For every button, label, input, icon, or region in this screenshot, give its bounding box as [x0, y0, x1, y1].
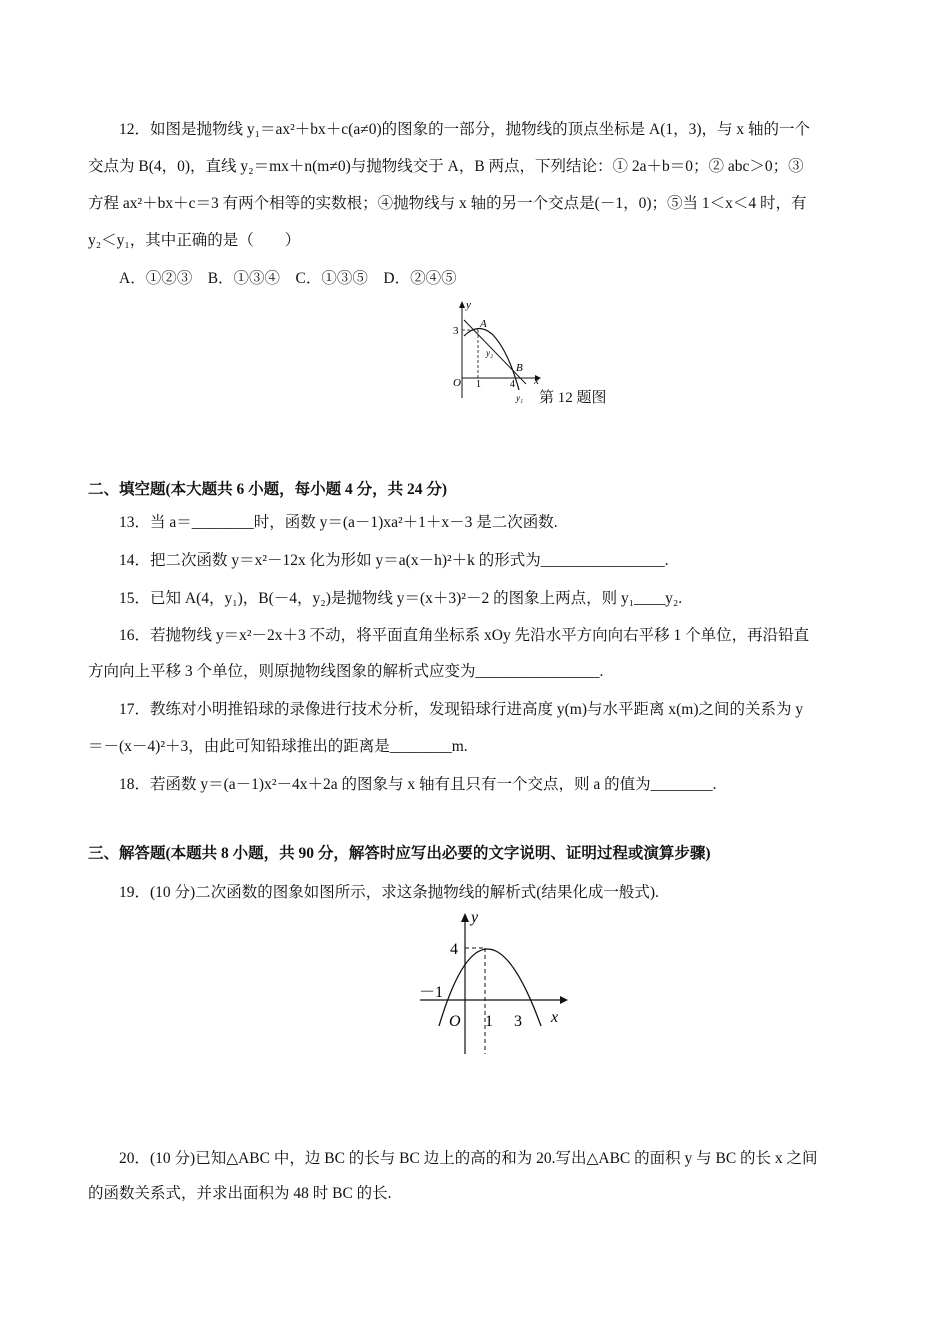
q17-line-2: ＝－(x－4)²＋3，由此可知铅球推出的距离是________m. — [88, 738, 468, 755]
q19-fig-xneg-1: －1 — [419, 984, 444, 1001]
q18: 18．若函数 y＝(a－1)x²－4x＋2a 的图象与 x 轴有且只有一个交点，则 a 的值为________. — [119, 776, 717, 793]
q19-fig-xtick-1: 1 — [485, 1013, 493, 1030]
q12-line-4: y₂＜y₁，其中正确的是（ ） — [88, 232, 301, 249]
q12-line-3: 方程 ax²＋bx＋c＝3 有两个相等的实数根；④抛物线与 x 轴的另一个交点是(－1，0)；⑤当 1＜x＜4 时，有 — [88, 195, 807, 212]
q12-fig-origin: O — [453, 377, 461, 389]
q12-fig-y2-label: y₂ — [486, 348, 494, 358]
q12-fig-y-label: y — [466, 299, 471, 311]
section3-heading: 三、解答题(本题共 8 小题，共 90 分，解答时应写出必要的文字说明、证明过程或演算步骤) — [88, 845, 711, 862]
q15: 15．已知 A(4，y₁)，B(－4，y₂)是抛物线 y＝(x＋3)²－2 的图象上两点，则 y₁____y₂. — [119, 590, 683, 607]
q12-fig-b-label: B — [516, 362, 523, 374]
q19-fig-ytick-4: 4 — [450, 941, 458, 958]
q12-figure — [440, 298, 550, 408]
q12-fig-x-label: x — [534, 375, 539, 387]
q12-line-2: 交点为 B(4，0)，直线 y₂＝mx＋n(m≠0)与抛物线交于 A，B 两点，下列结论：① 2a＋b＝0；② abc＞0；③ — [88, 158, 804, 175]
q19-fig-y-label: y — [471, 909, 479, 926]
q12-fig-xtick-1: 1 — [476, 379, 481, 390]
q12-options: A．①②③ B．①③④ C．①③⑤ D．②④⑤ — [119, 270, 457, 287]
q19-figure — [415, 908, 575, 1058]
q12-line-1: 12．如图是抛物线 y₁＝ax²＋bx＋c(a≠0)的图象的一部分，抛物线的顶点坐标是 A(1，3)，与 x 轴的一个 — [119, 121, 811, 138]
q20-line-2: 的函数关系式，并求出面积为 48 时 BC 的长. — [88, 1185, 392, 1202]
q13: 13．当 a＝________时，函数 y＝(a－1)xa²＋1＋x－3 是二次函数. — [119, 514, 558, 531]
section2-heading: 二、填空题(本大题共 6 小题，每小题 4 分，共 24 分) — [88, 481, 448, 498]
q17-line-1: 17．教练对小明推铅球的录像进行技术分析，发现铅球行进高度 y(m)与水平距离 x(m)之间的关系为 y — [119, 701, 804, 718]
q14: 14．把二次函数 y＝x²－12x 化为形如 y＝a(x－h)²＋k 的形式为________________. — [119, 552, 669, 569]
q19: 19．(10 分)二次函数的图象如图所示，求这条抛物线的解析式(结果化成一般式). — [119, 884, 659, 901]
q12-fig-y1-label: y₁ — [516, 393, 524, 403]
q12-fig-ytick-3: 3 — [453, 325, 459, 337]
q16-line-1: 16．若抛物线 y＝x²－2x＋3 不动，将平面直角坐标系 xOy 先沿水平方向向右平移 1 个单位，再沿铅直 — [119, 627, 810, 644]
q19-fig-origin: O — [449, 1013, 461, 1030]
q19-fig-xtick-3: 3 — [514, 1013, 522, 1030]
q20-line-1: 20．(10 分)已知△ABC 中，边 BC 的长与 BC 边上的高的和为 20.写出△ABC 的面积 y 与 BC 的长 x 之间 — [119, 1150, 818, 1167]
q12-fig-xtick-4: 4 — [510, 379, 515, 390]
q19-fig-x-label: x — [551, 1009, 559, 1026]
q12-figure-caption: 第 12 题图 — [539, 390, 607, 406]
q16-line-2: 方向向上平移 3 个单位，则原抛物线图象的解析式应变为________________. — [88, 663, 604, 680]
q12-fig-vertex-label: A — [480, 318, 487, 330]
